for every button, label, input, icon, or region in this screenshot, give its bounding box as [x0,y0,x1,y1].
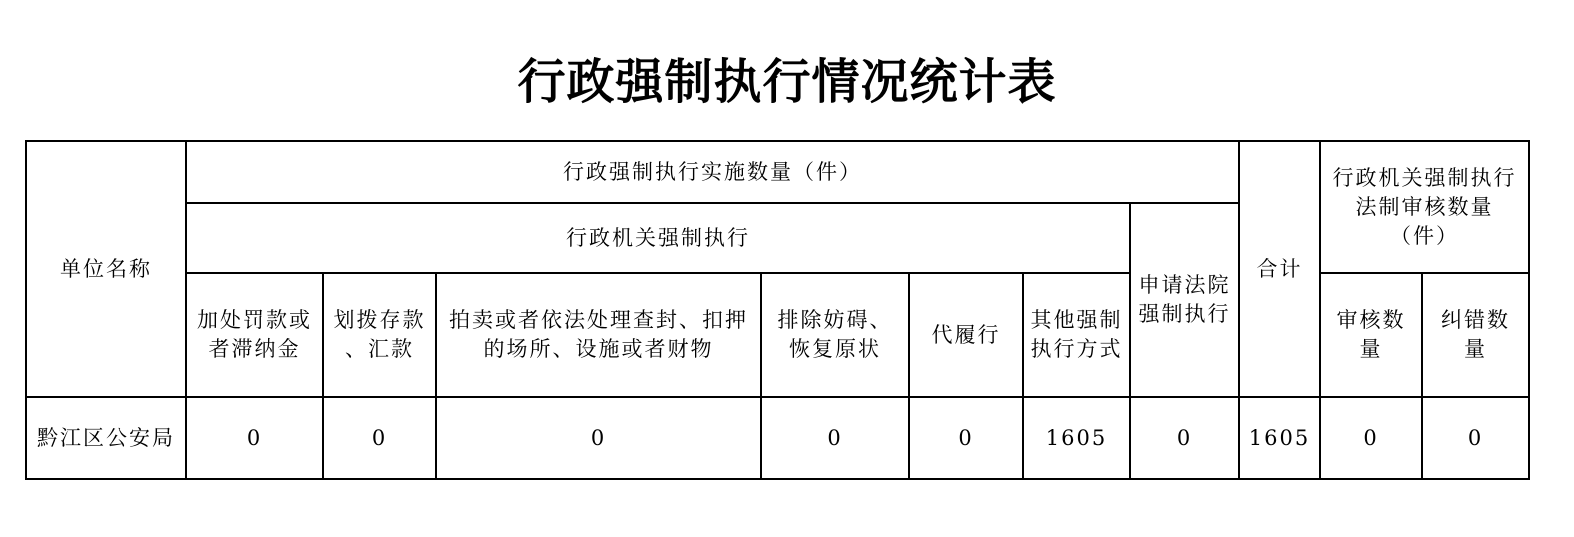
cell-auction: 0 [436,397,761,479]
header-proxy-performance: 代履行 [909,273,1023,397]
cell-unit: 黔江区公安局 [26,397,186,479]
cell-other: 1605 [1023,397,1130,479]
header-unit-name: 单位名称 [26,141,186,397]
cell-remove: 0 [761,397,909,479]
header-legal-review-line2: 法制审核数量 [1355,194,1494,219]
header-fine: 加处罚款或 者滞纳金 [186,273,323,397]
header-legal-review-line1: 行政机关强制执行 [1332,165,1517,190]
page-title: 行政强制执行情况统计表 [517,54,1057,110]
cell-review: 0 [1320,397,1422,479]
header-remove-obstruction: 排除妨碍、 恢复原状 [761,273,909,397]
cell-transfer: 0 [323,397,436,479]
header-review-count: 审核数 量 [1320,273,1422,397]
cell-court: 0 [1130,397,1239,479]
table-row [26,397,1529,479]
header-other-methods: 其他强制 执行方式 [1023,273,1130,397]
header-transfer: 划拨存款 、汇款 [323,273,436,397]
cell-proxy: 0 [909,397,1023,479]
statistics-table [25,140,1530,480]
header-correction-count: 纠错数 量 [1422,273,1529,397]
header-implementation-count: 行政强制执行实施数量（件） [186,141,1239,203]
header-court-enforcement: 申请法院 强制执行 [1130,203,1239,397]
header-legal-review-count [1320,141,1529,273]
cell-correct: 0 [1422,397,1529,479]
cell-sum: 1605 [1239,397,1320,479]
header-legal-review-line3: （件） [1390,223,1460,248]
header-total: 合计 [1239,141,1320,397]
header-auction: 拍卖或者依法处理查封、扣押 的场所、设施或者财物 [436,273,761,397]
header-admin-enforcement: 行政机关强制执行 [186,203,1130,273]
cell-fine: 0 [186,397,323,479]
